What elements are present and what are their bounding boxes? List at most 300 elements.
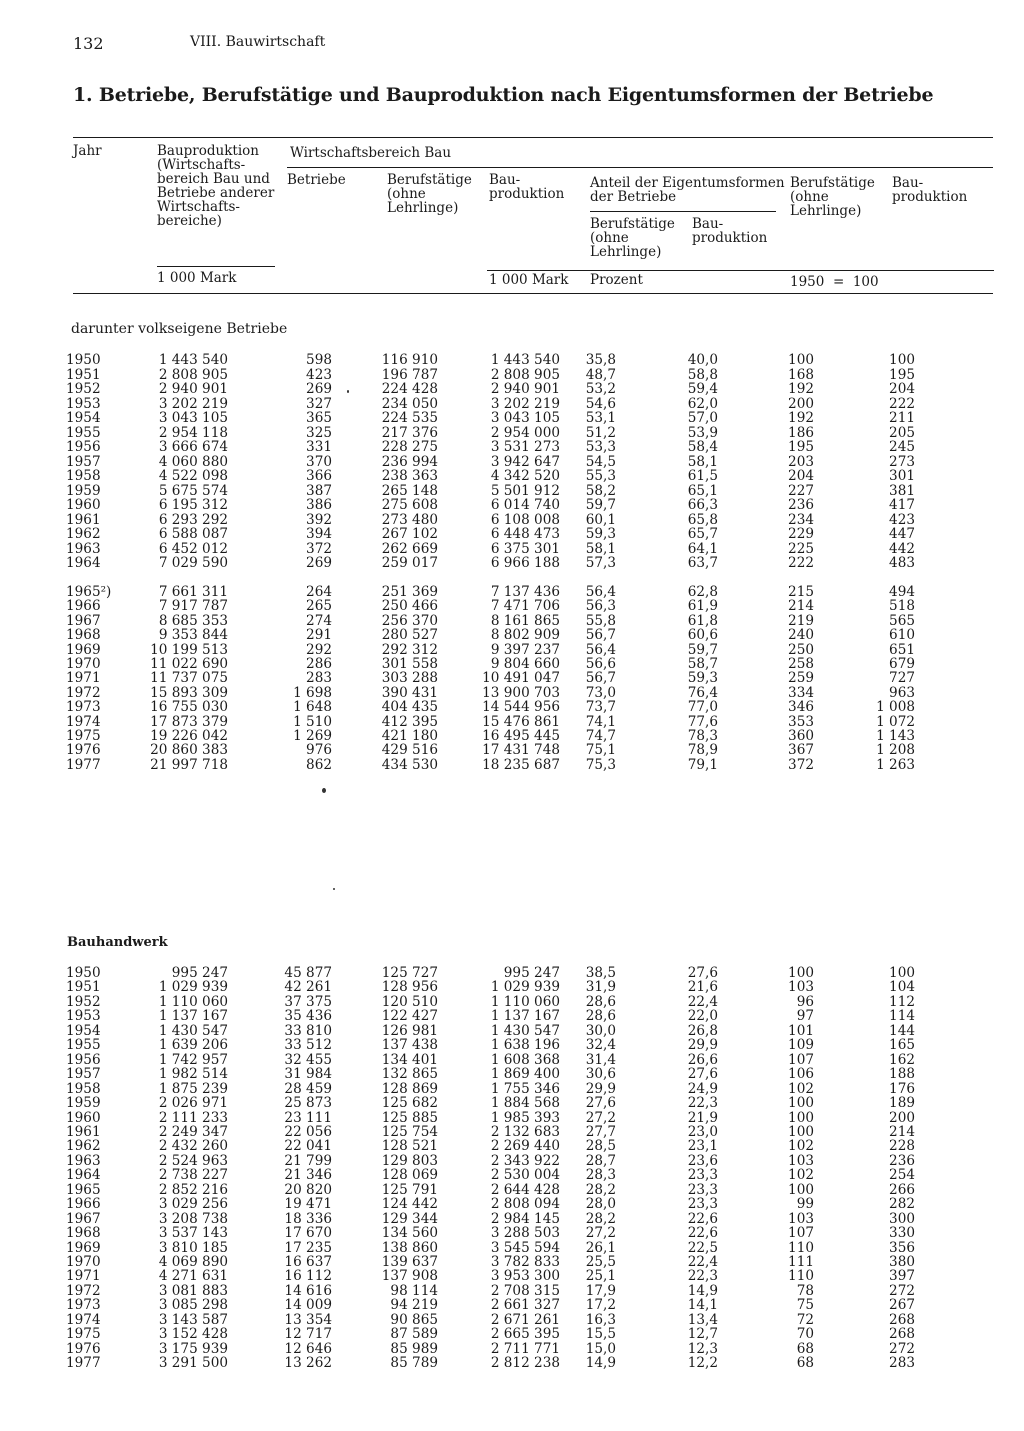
value-cell: 75,1	[585, 742, 616, 759]
year-cell: 1953	[66, 395, 101, 412]
value-cell: 24,9	[687, 1080, 718, 1097]
value-cell: 98 114	[390, 1282, 438, 1299]
value-cell: 16 755 030	[150, 699, 228, 716]
value-cell: 85 789	[390, 1355, 438, 1372]
value-cell: 78,3	[687, 728, 718, 744]
wirtschaftsbereich-rule	[287, 167, 993, 168]
year-cell: 1965²)	[66, 584, 112, 600]
value-cell: 3 291 500	[158, 1355, 228, 1372]
value-cell: 6 452 012	[158, 540, 228, 557]
unit-index: 1950 = 100	[790, 274, 879, 290]
value-cell: 6 375 301	[490, 540, 560, 557]
value-cell: 423	[306, 366, 332, 383]
value-cell: 74,1	[585, 713, 616, 730]
value-cell: 394	[306, 526, 332, 542]
value-cell: 429 516	[381, 742, 438, 759]
value-cell: 6 293 292	[158, 511, 228, 528]
table-row	[0, 686, 1024, 700]
value-cell: 56,4	[585, 641, 616, 658]
value-cell: 19 226 042	[150, 728, 228, 744]
value-cell: 330	[889, 1225, 915, 1242]
value-cell: 100	[788, 1123, 814, 1140]
year-cell: 1958	[66, 1080, 101, 1097]
header-wirtschaftsbereich-bau: Wirtschaftsbereich Bau	[290, 145, 452, 161]
value-cell: 995 247	[503, 965, 560, 981]
value-cell: 483	[889, 555, 915, 571]
value-cell: 292 312	[381, 641, 438, 658]
value-cell: 2 026 971	[158, 1095, 228, 1112]
value-cell: 85 989	[390, 1340, 438, 1357]
year-cell: 1970	[66, 1254, 101, 1270]
value-cell: 4 342 520	[490, 468, 560, 484]
year-cell: 1962	[66, 526, 101, 542]
value-cell: 28,2	[585, 1181, 616, 1198]
year-cell: 1974	[66, 1311, 101, 1328]
value-cell: 2 661 327	[490, 1297, 560, 1314]
value-cell: 6 448 473	[490, 526, 560, 542]
value-cell: 265 148	[381, 482, 438, 499]
value-cell: 94 219	[390, 1297, 438, 1314]
value-cell: 37 375	[284, 993, 332, 1010]
value-cell: 26,6	[687, 1051, 718, 1068]
value-cell: 9 353 844	[158, 627, 228, 644]
header-anteil: Anteil der Eigentumsformen der Betriebe	[590, 175, 785, 205]
value-cell: 189	[889, 1095, 915, 1112]
value-cell: 192	[788, 410, 814, 426]
value-cell: 103	[788, 979, 814, 996]
value-cell: 114	[889, 1008, 915, 1025]
value-cell: 1 639 206	[158, 1037, 228, 1054]
value-cell: 204	[788, 468, 814, 484]
value-cell: 1 875 239	[158, 1080, 228, 1097]
value-cell: 2 432 260	[158, 1138, 228, 1155]
header-berufstaetige: Berufstätige (ohne Lehrlinge)	[387, 172, 472, 216]
value-cell: 2 530 004	[490, 1167, 560, 1184]
value-cell: 3 953 300	[490, 1268, 560, 1285]
value-cell: 22 041	[284, 1138, 332, 1155]
value-cell: 138 860	[381, 1239, 438, 1256]
value-cell: 245	[889, 439, 915, 455]
value-cell: 1 648	[293, 699, 332, 716]
value-cell: 372	[788, 756, 814, 773]
table-row	[0, 1038, 1024, 1052]
value-cell: 68	[796, 1340, 814, 1357]
value-cell: 211	[889, 410, 915, 426]
value-cell: 3 202 219	[490, 395, 560, 412]
value-cell: 325	[306, 424, 332, 441]
table-row	[0, 643, 1024, 657]
value-cell: 74,7	[585, 728, 616, 744]
value-cell: 110	[788, 1239, 814, 1256]
value-cell: 2 665 395	[490, 1326, 560, 1343]
value-cell: 22,3	[687, 1268, 718, 1285]
value-cell: 963	[889, 684, 915, 701]
value-cell: 2 524 963	[158, 1152, 228, 1169]
value-cell: 18 336	[284, 1210, 332, 1227]
year-cell: 1956	[66, 439, 101, 455]
value-cell: 72	[796, 1311, 814, 1328]
value-cell: 1 430 547	[158, 1022, 228, 1039]
value-cell: 23,3	[687, 1196, 718, 1213]
value-cell: 78	[796, 1282, 814, 1299]
table-row	[0, 484, 1024, 498]
value-cell: 286	[306, 656, 332, 672]
value-cell: 59,7	[585, 497, 616, 513]
value-cell: 412 395	[381, 713, 438, 730]
value-cell: 392	[306, 511, 332, 528]
header-bauproduktion-bau: Bau- produktion	[489, 172, 565, 202]
value-cell: 14 616	[284, 1282, 332, 1299]
value-cell: 87 589	[390, 1326, 438, 1343]
value-cell: 214	[889, 1123, 915, 1140]
value-cell: 1 510	[293, 713, 332, 730]
value-cell: 3 202 219	[158, 395, 228, 412]
table-row	[0, 426, 1024, 440]
table-row	[0, 1313, 1024, 1327]
value-cell: 109	[788, 1037, 814, 1054]
value-cell: 15,5	[585, 1326, 616, 1343]
value-cell: 12,3	[687, 1340, 718, 1357]
value-cell: 334	[788, 684, 814, 701]
value-cell: 274	[306, 612, 332, 629]
table-row	[0, 657, 1024, 671]
value-cell: 28,3	[585, 1167, 616, 1184]
year-cell: 1976	[66, 1340, 101, 1357]
year-cell: 1975	[66, 1326, 101, 1343]
value-cell: 365	[306, 410, 332, 426]
table-row	[0, 1212, 1024, 1226]
value-cell: 102	[788, 1138, 814, 1155]
value-cell: 26,8	[687, 1022, 718, 1039]
table-title: 1. Betriebe, Berufstätige und Bauproduktion nach Eigentumsformen der Betriebe	[73, 84, 934, 106]
value-cell: 33 512	[284, 1037, 332, 1054]
value-cell: 125 791	[381, 1181, 438, 1198]
table-row	[0, 1327, 1024, 1341]
value-cell: 360	[788, 728, 814, 744]
value-cell: 22,4	[687, 1254, 718, 1270]
value-cell: 282	[889, 1196, 915, 1213]
value-cell: 259	[788, 670, 814, 687]
value-cell: 3 085 298	[158, 1297, 228, 1314]
value-cell: 2 808 905	[158, 366, 228, 383]
value-cell: 19 471	[284, 1196, 332, 1213]
table-row	[0, 440, 1024, 454]
value-cell: 59,3	[585, 526, 616, 542]
unit-rule-b	[487, 270, 994, 271]
header-index-berufstaetige: Berufstätige (ohne Lehrlinge)	[790, 175, 875, 219]
year-cell: 1957	[66, 453, 101, 470]
value-cell: 28 459	[284, 1080, 332, 1097]
table-row	[0, 1096, 1024, 1110]
value-cell: 28,6	[585, 993, 616, 1010]
value-cell: 8 802 909	[490, 627, 560, 644]
value-cell: 59,4	[687, 381, 718, 397]
value-cell: 494	[889, 584, 915, 600]
value-cell: 204	[889, 381, 915, 397]
value-cell: 1 443 540	[158, 352, 228, 368]
value-cell: 76,4	[687, 684, 718, 701]
value-cell: 134 560	[381, 1225, 438, 1242]
value-cell: 2 249 347	[158, 1123, 228, 1140]
value-cell: 128 521	[381, 1138, 438, 1155]
value-cell: 20 860 383	[150, 742, 228, 759]
value-cell: 30,0	[585, 1022, 616, 1039]
value-cell: 100	[889, 352, 915, 368]
year-cell: 1957	[66, 1066, 101, 1083]
value-cell: 380	[889, 1254, 915, 1270]
value-cell: 251 369	[381, 584, 438, 600]
value-cell: 7 661 311	[158, 584, 228, 600]
year-cell: 1963	[66, 1152, 101, 1169]
value-cell: 23,1	[687, 1138, 718, 1155]
value-cell: 27,6	[687, 1066, 718, 1083]
year-cell: 1951	[66, 366, 101, 383]
value-cell: 423	[889, 511, 915, 528]
value-cell: 53,1	[585, 410, 616, 426]
year-cell: 1966	[66, 598, 101, 615]
value-cell: 2 132 683	[490, 1123, 560, 1140]
value-cell: 21 997 718	[150, 756, 228, 773]
value-cell: 45 877	[284, 965, 332, 981]
value-cell: 1 029 939	[490, 979, 560, 996]
year-cell: 1952	[66, 381, 101, 397]
value-cell: 2 812 238	[490, 1355, 560, 1372]
value-cell: 8 685 353	[158, 612, 228, 629]
value-cell: 78,9	[687, 742, 718, 759]
value-cell: 12,7	[687, 1326, 718, 1343]
value-cell: 10 199 513	[150, 641, 228, 658]
value-cell: 23 111	[284, 1109, 332, 1126]
table-row	[0, 527, 1024, 541]
table-row	[0, 382, 1024, 396]
value-cell: 6 966 188	[490, 555, 560, 571]
value-cell: 3 810 185	[158, 1239, 228, 1256]
scan-speck	[347, 390, 349, 393]
unit-rule-a	[157, 266, 275, 267]
value-cell: 58,1	[687, 453, 718, 470]
value-cell: 60,1	[585, 511, 616, 528]
value-cell: 291	[306, 627, 332, 644]
value-cell: 14 009	[284, 1297, 332, 1314]
value-cell: 30,6	[585, 1066, 616, 1083]
scan-speck	[333, 888, 335, 890]
value-cell: 1 269	[293, 728, 332, 744]
value-cell: 137 438	[381, 1037, 438, 1054]
value-cell: 1 008	[876, 699, 915, 716]
value-cell: 651	[889, 641, 915, 658]
value-cell: 267	[889, 1297, 915, 1314]
value-cell: 65,8	[687, 511, 718, 528]
value-cell: 58,8	[687, 366, 718, 383]
value-cell: 228 275	[381, 439, 438, 455]
page-number: 132	[73, 34, 104, 53]
table-row	[0, 758, 1024, 772]
value-cell: 1 208	[876, 742, 915, 759]
value-cell: 26,1	[585, 1239, 616, 1256]
value-cell: 346	[788, 699, 814, 716]
year-cell: 1950	[66, 965, 101, 981]
value-cell: 2 984 145	[490, 1210, 560, 1227]
value-cell: 165	[889, 1037, 915, 1054]
value-cell: 6 108 008	[490, 511, 560, 528]
year-cell: 1961	[66, 1123, 101, 1140]
value-cell: 162	[889, 1051, 915, 1068]
table-row	[0, 542, 1024, 556]
year-cell: 1970	[66, 656, 101, 672]
year-cell: 1973	[66, 699, 101, 716]
value-cell: 126 981	[381, 1022, 438, 1039]
value-cell: 25,1	[585, 1268, 616, 1285]
value-cell: 192	[788, 381, 814, 397]
value-cell: 21,9	[687, 1109, 718, 1126]
year-cell: 1967	[66, 612, 101, 629]
year-cell: 1960	[66, 497, 101, 513]
value-cell: 1 698	[293, 684, 332, 701]
value-cell: 73,7	[585, 699, 616, 716]
value-cell: 283	[306, 670, 332, 687]
value-cell: 2 269 440	[490, 1138, 560, 1155]
table-row	[0, 1298, 1024, 1312]
value-cell: 61,5	[687, 468, 718, 484]
value-cell: 2 954 118	[158, 424, 228, 441]
year-cell: 1976	[66, 742, 101, 759]
table-row	[0, 469, 1024, 483]
value-cell: 10 491 047	[482, 670, 560, 687]
value-cell: 1 263	[876, 756, 915, 773]
value-cell: 1 608 368	[490, 1051, 560, 1068]
value-cell: 27,6	[687, 965, 718, 981]
value-cell: 15 893 309	[150, 684, 228, 701]
value-cell: 565	[889, 612, 915, 629]
year-cell: 1955	[66, 424, 101, 441]
value-cell: 58,2	[585, 482, 616, 499]
value-cell: 238 363	[381, 468, 438, 484]
value-cell: 2 954 000	[490, 424, 560, 441]
value-cell: 17 431 748	[482, 742, 560, 759]
value-cell: 66,3	[687, 497, 718, 513]
value-cell: 275 608	[381, 497, 438, 513]
value-cell: 2 738 227	[158, 1167, 228, 1184]
value-cell: 397	[889, 1268, 915, 1285]
value-cell: 404 435	[381, 699, 438, 716]
table-row	[0, 700, 1024, 714]
value-cell: 995 247	[171, 965, 228, 981]
value-cell: 73,0	[585, 684, 616, 701]
value-cell: 16 637	[284, 1254, 332, 1270]
value-cell: 236	[788, 497, 814, 513]
value-cell: 107	[788, 1051, 814, 1068]
value-cell: 6 588 087	[158, 526, 228, 542]
year-cell: 1952	[66, 993, 101, 1010]
year-cell: 1977	[66, 756, 101, 773]
header-index-bauproduktion: Bau- produktion	[892, 175, 968, 205]
value-cell: 2 708 315	[490, 1282, 560, 1299]
table-row	[0, 671, 1024, 685]
value-cell: 31,4	[585, 1051, 616, 1068]
table-row	[0, 1342, 1024, 1356]
value-cell: 23,6	[687, 1152, 718, 1169]
value-cell: 27,2	[585, 1109, 616, 1126]
value-cell: 4 060 880	[158, 453, 228, 470]
value-cell: 205	[889, 424, 915, 441]
value-cell: 70	[796, 1326, 814, 1343]
value-cell: 272	[889, 1340, 915, 1357]
value-cell: 21,6	[687, 979, 718, 996]
value-cell: 3 782 833	[490, 1254, 560, 1270]
value-cell: 13 354	[284, 1311, 332, 1328]
value-cell: 13 262	[284, 1355, 332, 1372]
table-row	[0, 995, 1024, 1009]
value-cell: 124 442	[381, 1196, 438, 1213]
value-cell: 236 994	[381, 453, 438, 470]
value-cell: 120 510	[381, 993, 438, 1010]
value-cell: 1 110 060	[490, 993, 560, 1010]
value-cell: 2 343 922	[490, 1152, 560, 1169]
value-cell: 679	[889, 656, 915, 672]
value-cell: 222	[889, 395, 915, 412]
value-cell: 264	[306, 584, 332, 600]
value-cell: 1 137 167	[490, 1008, 560, 1025]
value-cell: 250 466	[381, 598, 438, 615]
year-cell: 1958	[66, 468, 101, 484]
value-cell: 301	[889, 468, 915, 484]
value-cell: 2 808 905	[490, 366, 560, 383]
year-cell: 1966	[66, 1196, 101, 1213]
value-cell: 57,0	[687, 410, 718, 426]
value-cell: 1 430 547	[490, 1022, 560, 1039]
value-cell: 77,0	[687, 699, 718, 716]
value-cell: 215	[788, 584, 814, 600]
table-row	[0, 498, 1024, 512]
table-row	[0, 513, 1024, 527]
value-cell: 28,2	[585, 1210, 616, 1227]
unit-1000-mark: 1 000 Mark	[157, 270, 237, 286]
table-row	[0, 455, 1024, 469]
value-cell: 1 982 514	[158, 1066, 228, 1083]
value-cell: 250	[788, 641, 814, 658]
value-cell: 22,0	[687, 1008, 718, 1025]
value-cell: 222	[788, 555, 814, 571]
value-cell: 3 942 647	[490, 453, 560, 470]
scan-speck	[322, 788, 326, 793]
value-cell: 17 235	[284, 1239, 332, 1256]
value-cell: 54,5	[585, 453, 616, 470]
value-cell: 2 808 094	[490, 1196, 560, 1213]
value-cell: 386	[306, 497, 332, 513]
value-cell: 79,1	[687, 756, 718, 773]
value-cell: 3 175 939	[158, 1340, 228, 1357]
value-cell: 273	[889, 453, 915, 470]
value-cell: 518	[889, 598, 915, 615]
value-cell: 366	[306, 468, 332, 484]
value-cell: 203	[788, 453, 814, 470]
year-cell: 1969	[66, 641, 101, 658]
header-jahr: Jahr	[73, 143, 102, 159]
table-row	[0, 1053, 1024, 1067]
value-cell: 137 908	[381, 1268, 438, 1285]
value-cell: 103	[788, 1210, 814, 1227]
table-row	[0, 411, 1024, 425]
year-cell: 1961	[66, 511, 101, 528]
value-cell: 598	[306, 352, 332, 368]
value-cell: 56,7	[585, 627, 616, 644]
table-row	[0, 599, 1024, 613]
value-cell: 417	[889, 497, 915, 513]
value-cell: 100	[788, 1181, 814, 1198]
year-cell: 1964	[66, 1167, 101, 1184]
value-cell: 99	[796, 1196, 814, 1213]
year-cell: 1972	[66, 684, 101, 701]
